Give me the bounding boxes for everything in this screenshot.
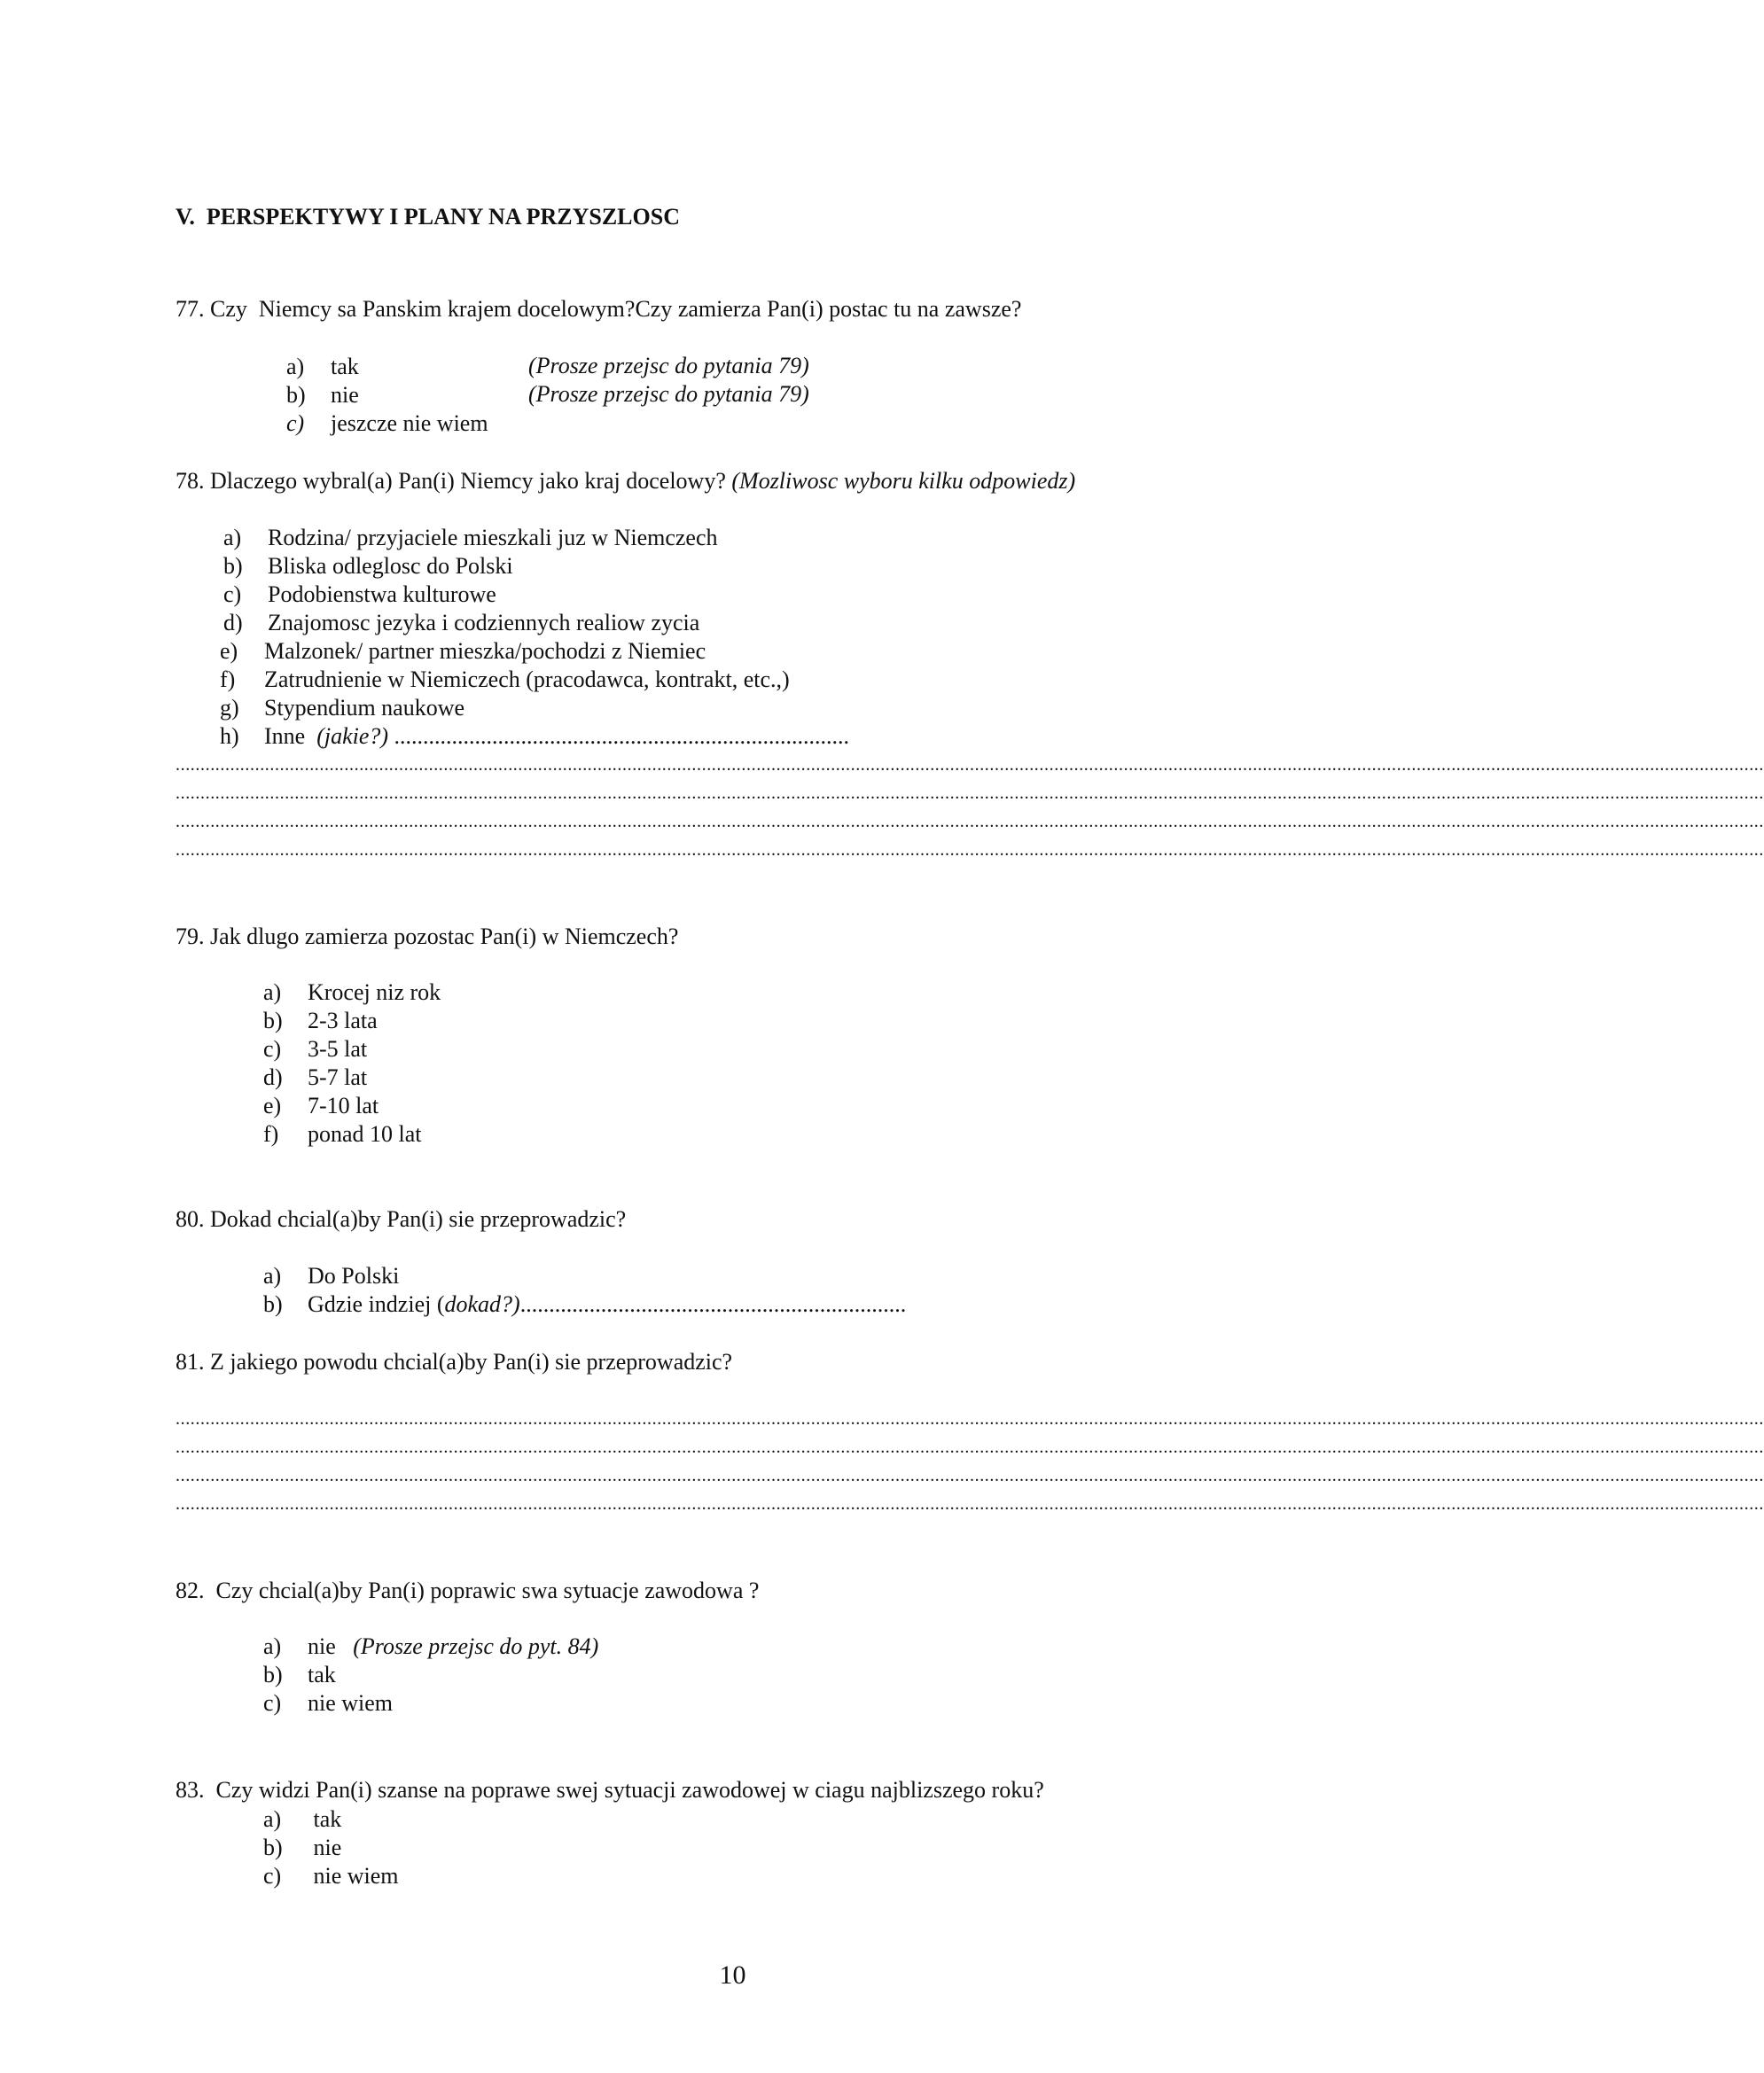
option-label: nie wiem: [308, 1690, 394, 1716]
q77-option-c[interactable]: [263, 381, 488, 466]
q78-option-d[interactable]: [223, 609, 699, 637]
question-78-text: 78. Dlaczego wybral(a) Pan(i) Niemcy jako kraj docelowy?: [176, 468, 732, 494]
q79-option-a[interactable]: [263, 978, 441, 1007]
answer-line[interactable]: ................................................................................................................................................................................................................................................................................................................................: [176, 812, 1764, 831]
option-letter: c): [286, 410, 305, 436]
q78-option-f[interactable]: [220, 666, 790, 694]
option-label: Malzonek/ partner mieszka/pochodzi z Niemiec: [264, 638, 706, 664]
answer-line[interactable]: ................................................................................................................................................................................................................................................................................................................................: [176, 1438, 1764, 1457]
section-title: V. PERSPEKTYWY I PLANY NA PRZYSZLOSC: [176, 204, 680, 230]
option-letter: b): [286, 382, 306, 408]
option-label: nie: [308, 1633, 354, 1659]
question-81: 81. Z jakiego powodu chcial(a)by Pan(i) sie przeprowadzic?: [176, 1349, 733, 1375]
option-letter: d): [223, 610, 243, 635]
option-label: Zatrudnienie w Niemiczech (pracodawca, kontrakt, etc.,): [264, 666, 790, 692]
answer-line[interactable]: ................................................................................................................................................................................................................................................................................................................................: [176, 755, 1764, 775]
option-letter: a): [263, 1633, 282, 1659]
option-label: 7-10 lat: [308, 1093, 379, 1118]
q78-option-b[interactable]: [223, 552, 513, 581]
option-label: Podobienstwa kulturowe: [268, 581, 496, 607]
option-letter: e): [220, 638, 238, 664]
option-letter: b): [263, 1291, 283, 1317]
option-letter: c): [263, 1690, 282, 1716]
answer-line[interactable]: ................................................................................................................................................................................................................................................................................................................................: [176, 1494, 1764, 1514]
option-label: Krocej niz rok: [308, 979, 441, 1005]
option-label: 3-5 lat: [308, 1036, 368, 1062]
option-label: Bliska odleglosc do Polski: [268, 553, 513, 579]
option-label: nie: [331, 382, 359, 408]
option-label: jeszcze nie wiem: [331, 410, 488, 436]
q83-option-a[interactable]: [263, 1805, 341, 1834]
q79-option-d[interactable]: [263, 1064, 367, 1092]
q82-option-a[interactable]: [263, 1633, 598, 1661]
option-letter: b): [263, 1662, 283, 1687]
q83-option-c[interactable]: [263, 1862, 399, 1890]
q78-option-g[interactable]: [220, 694, 464, 722]
option-label: Stypendium naukowe: [264, 695, 465, 721]
question-80: 80. Dokad chcial(a)by Pan(i) sie przeprowadzic?: [176, 1206, 627, 1232]
page-number: 10: [719, 1960, 746, 1990]
option-label: ponad 10 lat: [308, 1121, 422, 1147]
answer-line[interactable]: ................................................................................................................................................................................................................................................................................................................................: [176, 840, 1764, 860]
question-78: [176, 468, 1075, 495]
q79-option-f[interactable]: [263, 1120, 422, 1149]
option-letter: a): [286, 354, 305, 379]
option-label: tak: [308, 1662, 336, 1687]
option-letter: e): [263, 1093, 282, 1118]
option-letter: a): [263, 1806, 282, 1832]
q80-option-a[interactable]: [263, 1262, 399, 1290]
option-letter: f): [220, 666, 236, 692]
q77-option-c-note: (Prosze przejsc do pytania 79): [528, 381, 809, 407]
option-letter: d): [263, 1064, 283, 1090]
q78-option-c[interactable]: [223, 581, 496, 609]
q80-option-b[interactable]: [263, 1290, 906, 1319]
option-letter: h): [220, 723, 239, 749]
option-letter: g): [220, 695, 239, 721]
option-letter: c): [263, 1036, 282, 1062]
q82-option-b[interactable]: [263, 1661, 336, 1689]
question-82: 82. Czy chcial(a)by Pan(i) poprawic swa sytuacje zawodowa ?: [176, 1578, 760, 1603]
option-label: Inne: [264, 723, 317, 749]
other-answer-line[interactable]: ...............................................................................: [388, 723, 850, 749]
q83-option-b[interactable]: [263, 1834, 341, 1862]
option-letter: a): [263, 1263, 282, 1289]
option-label: tak: [308, 1806, 342, 1832]
question-77: 77. Czy Niemcy sa Panskim krajem docelowym?Czy zamierza Pan(i) postac tu na zawsze?: [176, 296, 1022, 322]
option-label: nie wiem: [308, 1863, 399, 1889]
q78-option-e[interactable]: [220, 637, 706, 666]
option-label: 2-3 lata: [308, 1008, 378, 1033]
answer-line[interactable]: ................................................................................................................................................................................................................................................................................................................................: [176, 1466, 1764, 1485]
question-78-note: (Mozliwosc wyboru kilku odpowiedz): [731, 468, 1076, 494]
q79-option-b[interactable]: [263, 1007, 378, 1035]
option-letter: b): [223, 553, 243, 579]
where-hint: dokad?): [444, 1291, 520, 1317]
option-letter: c): [263, 1863, 282, 1889]
option-label: Znajomosc jezyka i codziennych realiow zycia: [268, 610, 700, 635]
q78-option-h[interactable]: [220, 722, 849, 751]
q79-option-c[interactable]: [263, 1035, 367, 1064]
where-answer-line[interactable]: ...................................................................: [519, 1291, 907, 1317]
option-letter: a): [263, 979, 282, 1005]
option-label: Rodzina/ przyjaciele mieszkali juz w Niemczech: [268, 525, 718, 550]
q82-option-c[interactable]: [263, 1689, 393, 1718]
answer-line[interactable]: ................................................................................................................................................................................................................................................................................................................................: [176, 783, 1764, 803]
question-83: 83. Czy widzi Pan(i) szanse na poprawe swej sytuacji zawodowej w ciagu najblizszego roku?: [176, 1777, 1044, 1803]
option-label: 5-7 lat: [308, 1064, 368, 1090]
option-label: Do Polski: [308, 1263, 400, 1289]
q79-option-e[interactable]: [263, 1092, 379, 1120]
question-79: 79. Jak dlugo zamierza pozostac Pan(i) w Niemczech?: [176, 923, 679, 949]
q78-option-a[interactable]: [223, 524, 718, 552]
q77-option-b-note: (Prosze przejsc do pytania 79): [528, 353, 809, 378]
option-letter: f): [263, 1121, 279, 1147]
option-note: (Prosze przejsc do pyt. 84): [353, 1633, 599, 1659]
option-letter: b): [263, 1835, 283, 1860]
option-label: nie: [308, 1835, 342, 1860]
option-letter: c): [223, 581, 242, 607]
option-letter: a): [223, 525, 242, 550]
answer-line[interactable]: ................................................................................................................................................................................................................................................................................................................................: [176, 1409, 1764, 1429]
other-hint: (jakie?): [316, 723, 389, 749]
option-letter: b): [263, 1008, 283, 1033]
option-label: Gdzie indziej (: [308, 1291, 445, 1317]
option-label: tak: [331, 354, 359, 379]
